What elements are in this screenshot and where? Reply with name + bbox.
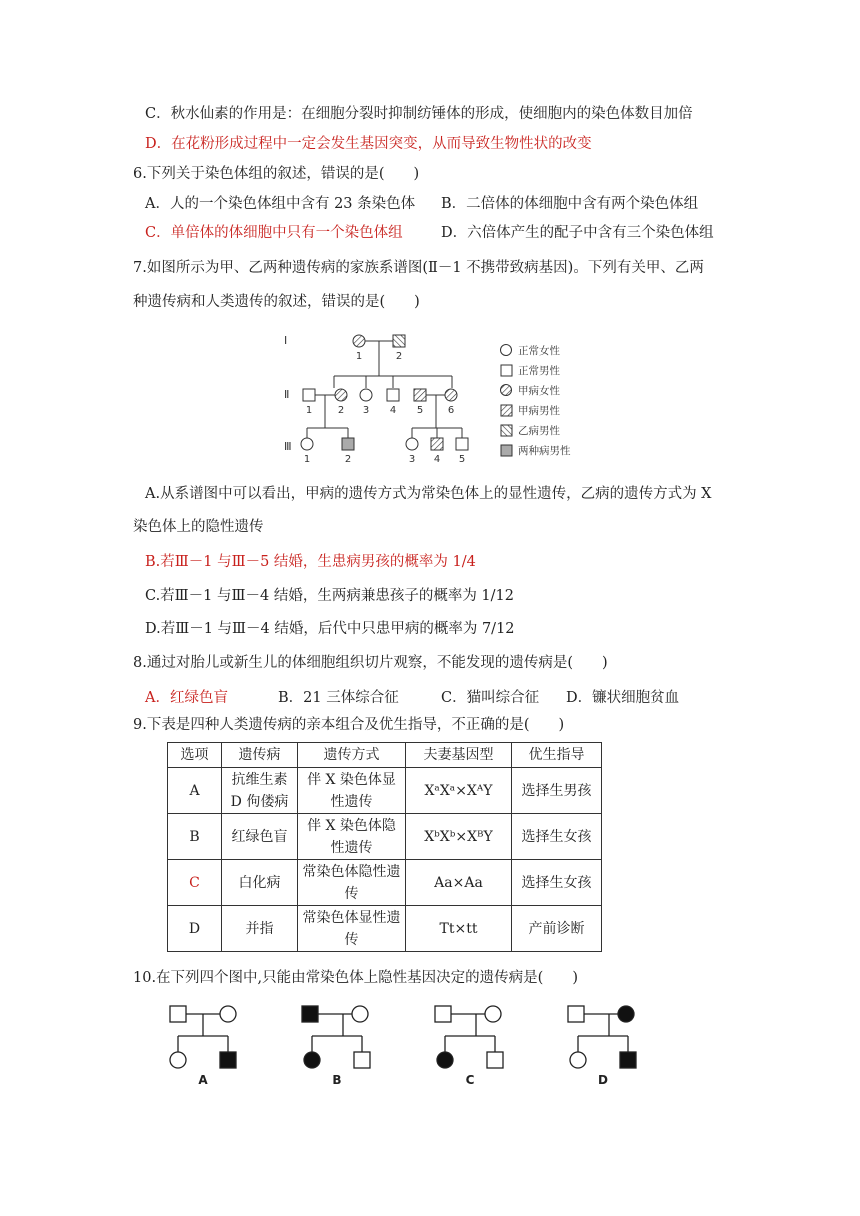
row-mode: 伴 X 染色体隐性遗传 (298, 814, 406, 860)
III-3-normal-female (406, 438, 418, 450)
row-option: A (168, 768, 222, 814)
header-mode: 遗传方式 (298, 743, 406, 768)
row-genotype: XᵃXᵃ×XᴬY (406, 768, 512, 814)
row-genotype: Tt×tt (406, 906, 512, 952)
legend-yi-male-symbol (501, 425, 512, 436)
legend-jia-female-symbol (501, 385, 512, 396)
legend-normal-female: 正常女性 (518, 345, 560, 357)
q6-option-b: B．二倍体的体细胞中含有两个染色体组 (441, 196, 699, 212)
table-row (168, 860, 602, 906)
row-genotype: Aa×Aa (406, 860, 512, 906)
q8-option-a: A．红绿色盲 (145, 690, 228, 706)
table-header-row (168, 743, 602, 768)
header-genotype: 夫妻基因型 (406, 743, 512, 768)
num-I-2: 2 (395, 351, 403, 362)
q7-option-a-line2: 染色体上的隐性遗传 (133, 519, 264, 535)
header-disease: 遗传病 (222, 743, 298, 768)
num-III-2: 2 (344, 454, 352, 465)
row-option: D (168, 906, 222, 952)
q6-option-c: C．单倍体的体细胞中只有一个染色体组 (145, 225, 403, 241)
num-III-4: 4 (433, 454, 441, 465)
II-2-affected-female (335, 389, 347, 401)
D-father (568, 1006, 584, 1022)
q5-option-c: C．秋水仙素的作用是：在细胞分裂时抑制纺锤体的形成，使细胞内的染色体数目加倍 (145, 106, 693, 122)
I-2-affected-male (393, 335, 405, 347)
A-son-affected (220, 1052, 236, 1068)
num-II-3: 3 (362, 405, 370, 416)
table-row (168, 814, 602, 860)
legend-normal-female-symbol (501, 345, 512, 356)
q8-option-c: C．猫叫综合征 (441, 690, 540, 706)
num-II-1: 1 (305, 405, 313, 416)
num-II-6: 6 (447, 405, 455, 416)
q7-option-c: C.若Ⅲ－1 与Ⅲ－4 结婚，生两病兼患孩子的概率为 1/12 (145, 588, 514, 604)
row-advice: 选择生男孩 (512, 768, 602, 814)
gen-label-3: Ⅲ (284, 440, 292, 453)
row-advice: 产前诊断 (512, 906, 602, 952)
label-A: A (198, 1073, 208, 1087)
row-mode: 常染色体显性遗传 (298, 906, 406, 952)
num-III-1: 1 (303, 454, 311, 465)
q6-option-a: A．人的一个染色体组中含有 23 条染色体 (145, 196, 416, 212)
row-mode: 常染色体隐性遗传 (298, 860, 406, 906)
q7-option-b: B.若Ⅲ－1 与Ⅲ－5 结婚，生患病男孩的概率为 1/4 (145, 554, 476, 570)
I-1-affected-female (353, 335, 365, 347)
D-daughter (570, 1052, 586, 1068)
num-I-1: 1 (355, 351, 363, 362)
II-6-affected-female (445, 389, 457, 401)
D-son-affected (620, 1052, 636, 1068)
gen-label-1: Ⅰ (284, 334, 288, 347)
B-father-affected (302, 1006, 318, 1022)
row-option: C (168, 860, 222, 906)
C-son (487, 1052, 503, 1068)
q6-option-d: D．六倍体产生的配子中含有三个染色体组 (441, 225, 714, 241)
num-II-5: 5 (416, 405, 424, 416)
C-daughter-affected (437, 1052, 453, 1068)
II-3-normal-female (360, 389, 372, 401)
legend-jia-male-symbol (501, 405, 512, 416)
num-II-4: 4 (389, 405, 397, 416)
num-II-2: 2 (337, 405, 345, 416)
A-daughter (170, 1052, 186, 1068)
q10-pedigrees (160, 1000, 680, 1090)
B-mother (352, 1006, 368, 1022)
III-2-both-diseases-male (342, 438, 354, 450)
A-father (170, 1006, 186, 1022)
row-advice: 选择生女孩 (512, 814, 602, 860)
A-mother (220, 1006, 236, 1022)
legend-normal-male-symbol (501, 365, 512, 376)
C-mother (485, 1006, 501, 1022)
q5-option-d: D．在花粉形成过程中一定会发生基因突变，从而导致生物性状的改变 (145, 136, 592, 152)
III-4-affected-male (431, 438, 443, 450)
header-option: 选项 (168, 743, 222, 768)
row-mode: 伴 X 染色体显性遗传 (298, 768, 406, 814)
q7-stem-line1: 7.如图所示为甲、乙两种遗传病的家族系谱图(Ⅱ－1 不携带致病基因)。下列有关甲、乙两 (133, 260, 704, 276)
B-son (354, 1052, 370, 1068)
row-advice: 选择生女孩 (512, 860, 602, 906)
gen-label-2: Ⅱ (284, 388, 290, 401)
q7-stem-line2: 种遗传病和人类遗传的叙述，错误的是( ) (133, 294, 420, 310)
II-4-normal-male (387, 389, 399, 401)
legend-jia-female: 甲病女性 (518, 385, 560, 397)
q9-table (167, 742, 602, 952)
q8-stem: 8.通过对胎儿或新生儿的体细胞组织切片观察，不能发现的遗传病是( ) (133, 655, 608, 671)
q10-stem: 10.在下列四个图中,只能由常染色体上隐性基因决定的遗传病是( ) (133, 970, 578, 986)
II-1-normal-male (303, 389, 315, 401)
row-disease: 红绿色盲 (222, 814, 298, 860)
C-father (435, 1006, 451, 1022)
q6-stem: 6.下列关于染色体组的叙述，错误的是( ) (133, 166, 420, 182)
B-daughter-affected (304, 1052, 320, 1068)
label-B: B (332, 1073, 342, 1087)
legend-normal-male: 正常男性 (518, 365, 560, 377)
row-disease: 抗维生素 D 佝偻病 (222, 768, 298, 814)
q8-option-b: B．21 三体综合征 (278, 690, 399, 706)
num-III-3: 3 (408, 454, 416, 465)
III-5-normal-male (456, 438, 468, 450)
legend-both-male-symbol (501, 445, 512, 456)
III-1-normal-female (301, 438, 313, 450)
q7-pedigree-figure (282, 330, 602, 470)
num-III-5: 5 (458, 454, 466, 465)
label-D: D (598, 1073, 608, 1087)
II-5-affected-male (414, 389, 426, 401)
D-mother-affected (618, 1006, 634, 1022)
row-option: B (168, 814, 222, 860)
row-disease: 并指 (222, 906, 298, 952)
row-genotype: XᵇXᵇ×XᴮY (406, 814, 512, 860)
legend-yi-male: 乙病男性 (518, 425, 560, 437)
legend-jia-male: 甲病男性 (518, 405, 560, 417)
q9-stem: 9.下表是四种人类遗传病的亲本组合及优生指导，不正确的是( ) (133, 717, 565, 733)
header-advice: 优生指导 (512, 743, 602, 768)
row-disease: 白化病 (222, 860, 298, 906)
legend-both-male: 两种病男性 (518, 445, 571, 457)
table-row (168, 768, 602, 814)
label-C: C (465, 1073, 475, 1087)
q7-option-d: D.若Ⅲ－1 与Ⅲ－4 结婚，后代中只患甲病的概率为 7/12 (145, 621, 515, 637)
q7-option-a-line1: A.从系谱图中可以看出，甲病的遗传方式为常染色体上的显性遗传，乙病的遗传方式为 X (145, 486, 712, 502)
q8-option-d: D．镰状细胞贫血 (566, 690, 680, 706)
table-row (168, 906, 602, 952)
